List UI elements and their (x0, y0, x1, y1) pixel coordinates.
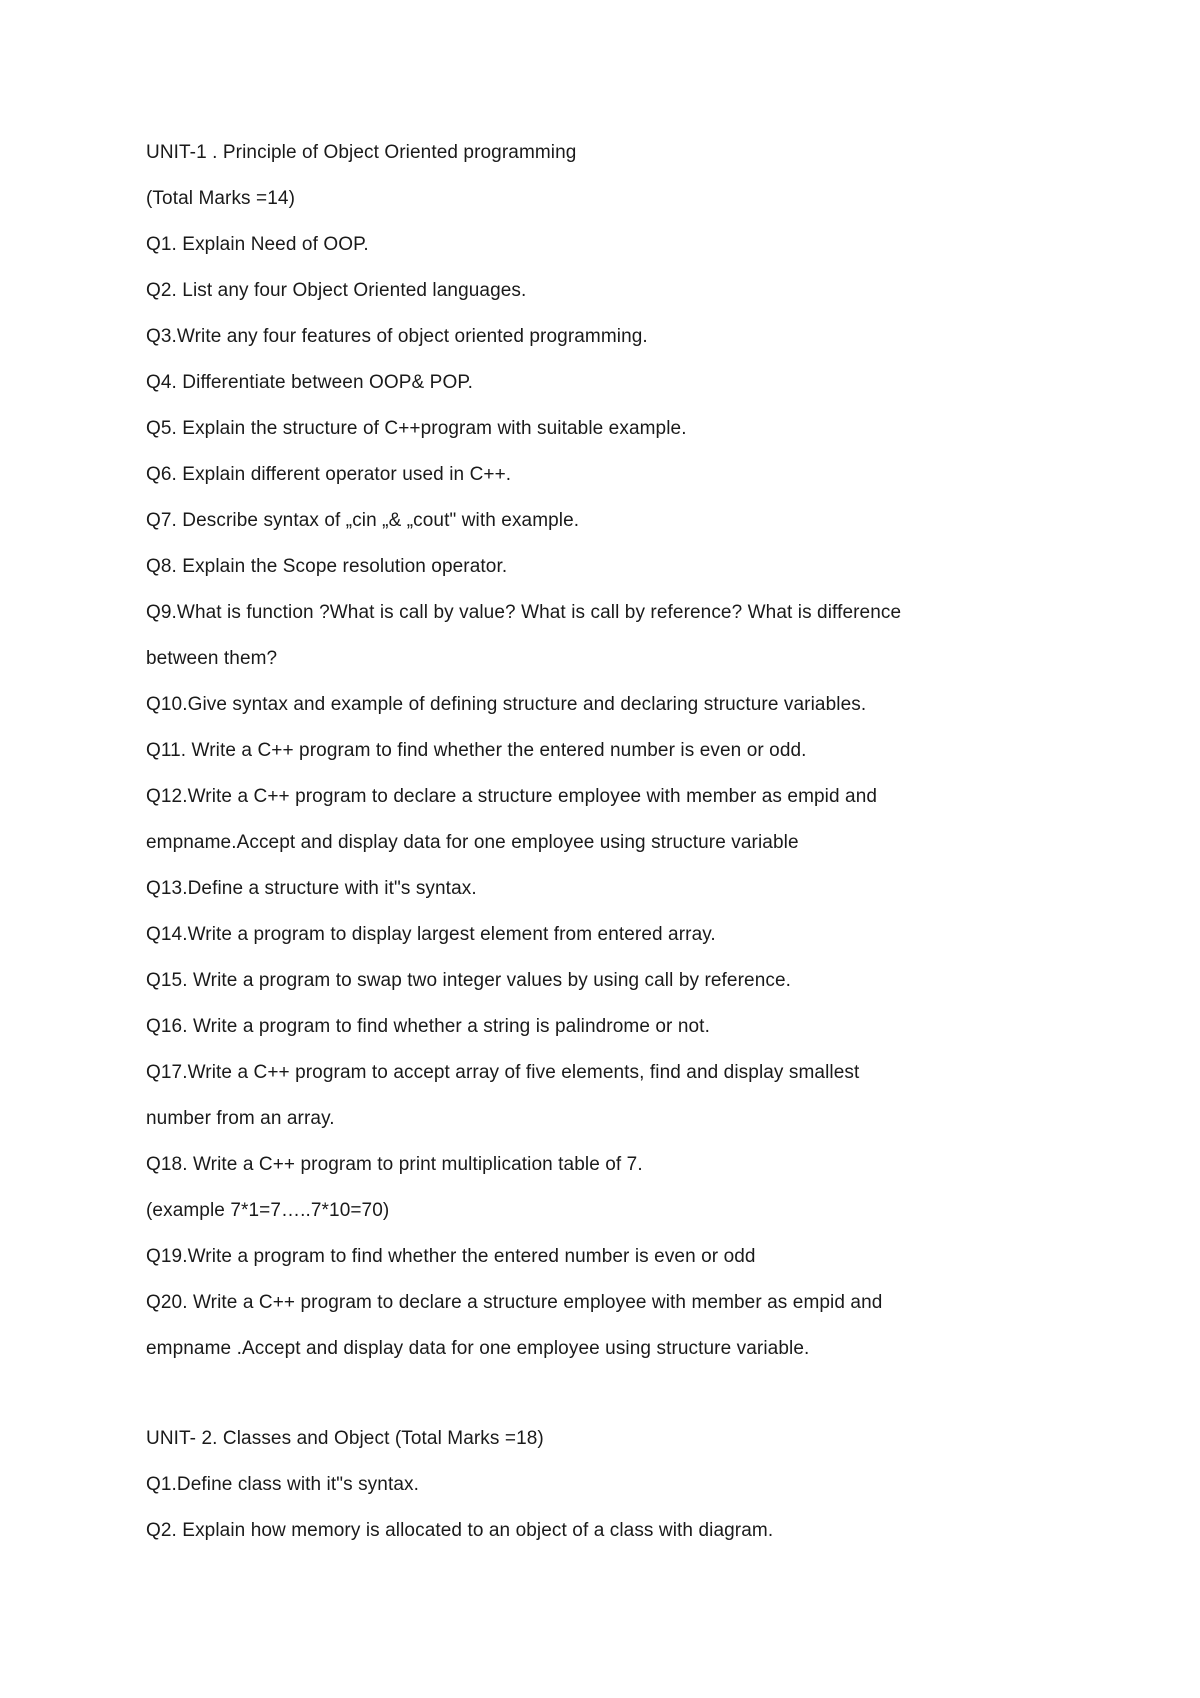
question-line: Q5. Explain the structure of C++program with suitable example. (146, 418, 687, 439)
document-page (146, 142, 1106, 1566)
question-line: Q14.Write a program to display largest element from entered array. (146, 924, 716, 945)
unit-1-marks: (Total Marks =14) (146, 188, 295, 209)
question-line: number from an array. (146, 1108, 335, 1129)
question-line: Q11. Write a C++ program to find whether the entered number is even or odd. (146, 740, 807, 761)
question-line: Q2. Explain how memory is allocated to an object of a class with diagram. (146, 1520, 774, 1541)
question-line: Q6. Explain different operator used in C++. (146, 464, 512, 485)
question-line: Q3.Write any four features of object oriented programming. (146, 326, 648, 347)
question-line: Q7. Describe syntax of „cin „& „cout" with example. (146, 510, 580, 531)
question-line: Q1.Define class with it"s syntax. (146, 1474, 419, 1495)
question-line: (example 7*1=7…..7*10=70) (146, 1200, 390, 1221)
question-line: Q1. Explain Need of OOP. (146, 234, 369, 255)
question-line: Q2. List any four Object Oriented languages. (146, 280, 527, 301)
question-line: Q13.Define a structure with it"s syntax. (146, 878, 477, 899)
question-line: between them? (146, 648, 278, 669)
unit-2-title: UNIT- 2. Classes and Object (Total Marks =18) (146, 1428, 544, 1449)
question-line: empname.Accept and display data for one employee using structure variable (146, 832, 799, 853)
question-line: Q4. Differentiate between OOP& POP. (146, 372, 474, 393)
question-line: Q16. Write a program to find whether a string is palindrome or not. (146, 1016, 710, 1037)
question-line: Q9.What is function ?What is call by value? What is call by reference? What is difference (146, 602, 902, 623)
unit-1-title: UNIT-1 . Principle of Object Oriented programming (146, 142, 577, 163)
question-line: Q18. Write a C++ program to print multiplication table of 7. (146, 1154, 643, 1175)
question-line: empname .Accept and display data for one employee using structure variable. (146, 1338, 810, 1359)
question-line: Q17.Write a C++ program to accept array of five elements, find and display smallest (146, 1062, 860, 1083)
question-line: Q12.Write a C++ program to declare a structure employee with member as empid and (146, 786, 878, 807)
question-line: Q15. Write a program to swap two integer values by using call by reference. (146, 970, 792, 991)
section-gap (146, 1384, 1106, 1428)
question-line: Q20. Write a C++ program to declare a structure employee with member as empid and (146, 1292, 883, 1313)
question-line: Q19.Write a program to find whether the entered number is even or odd (146, 1246, 756, 1267)
question-line: Q8. Explain the Scope resolution operator. (146, 556, 508, 577)
question-line: Q10.Give syntax and example of defining structure and declaring structure variables. (146, 694, 867, 715)
